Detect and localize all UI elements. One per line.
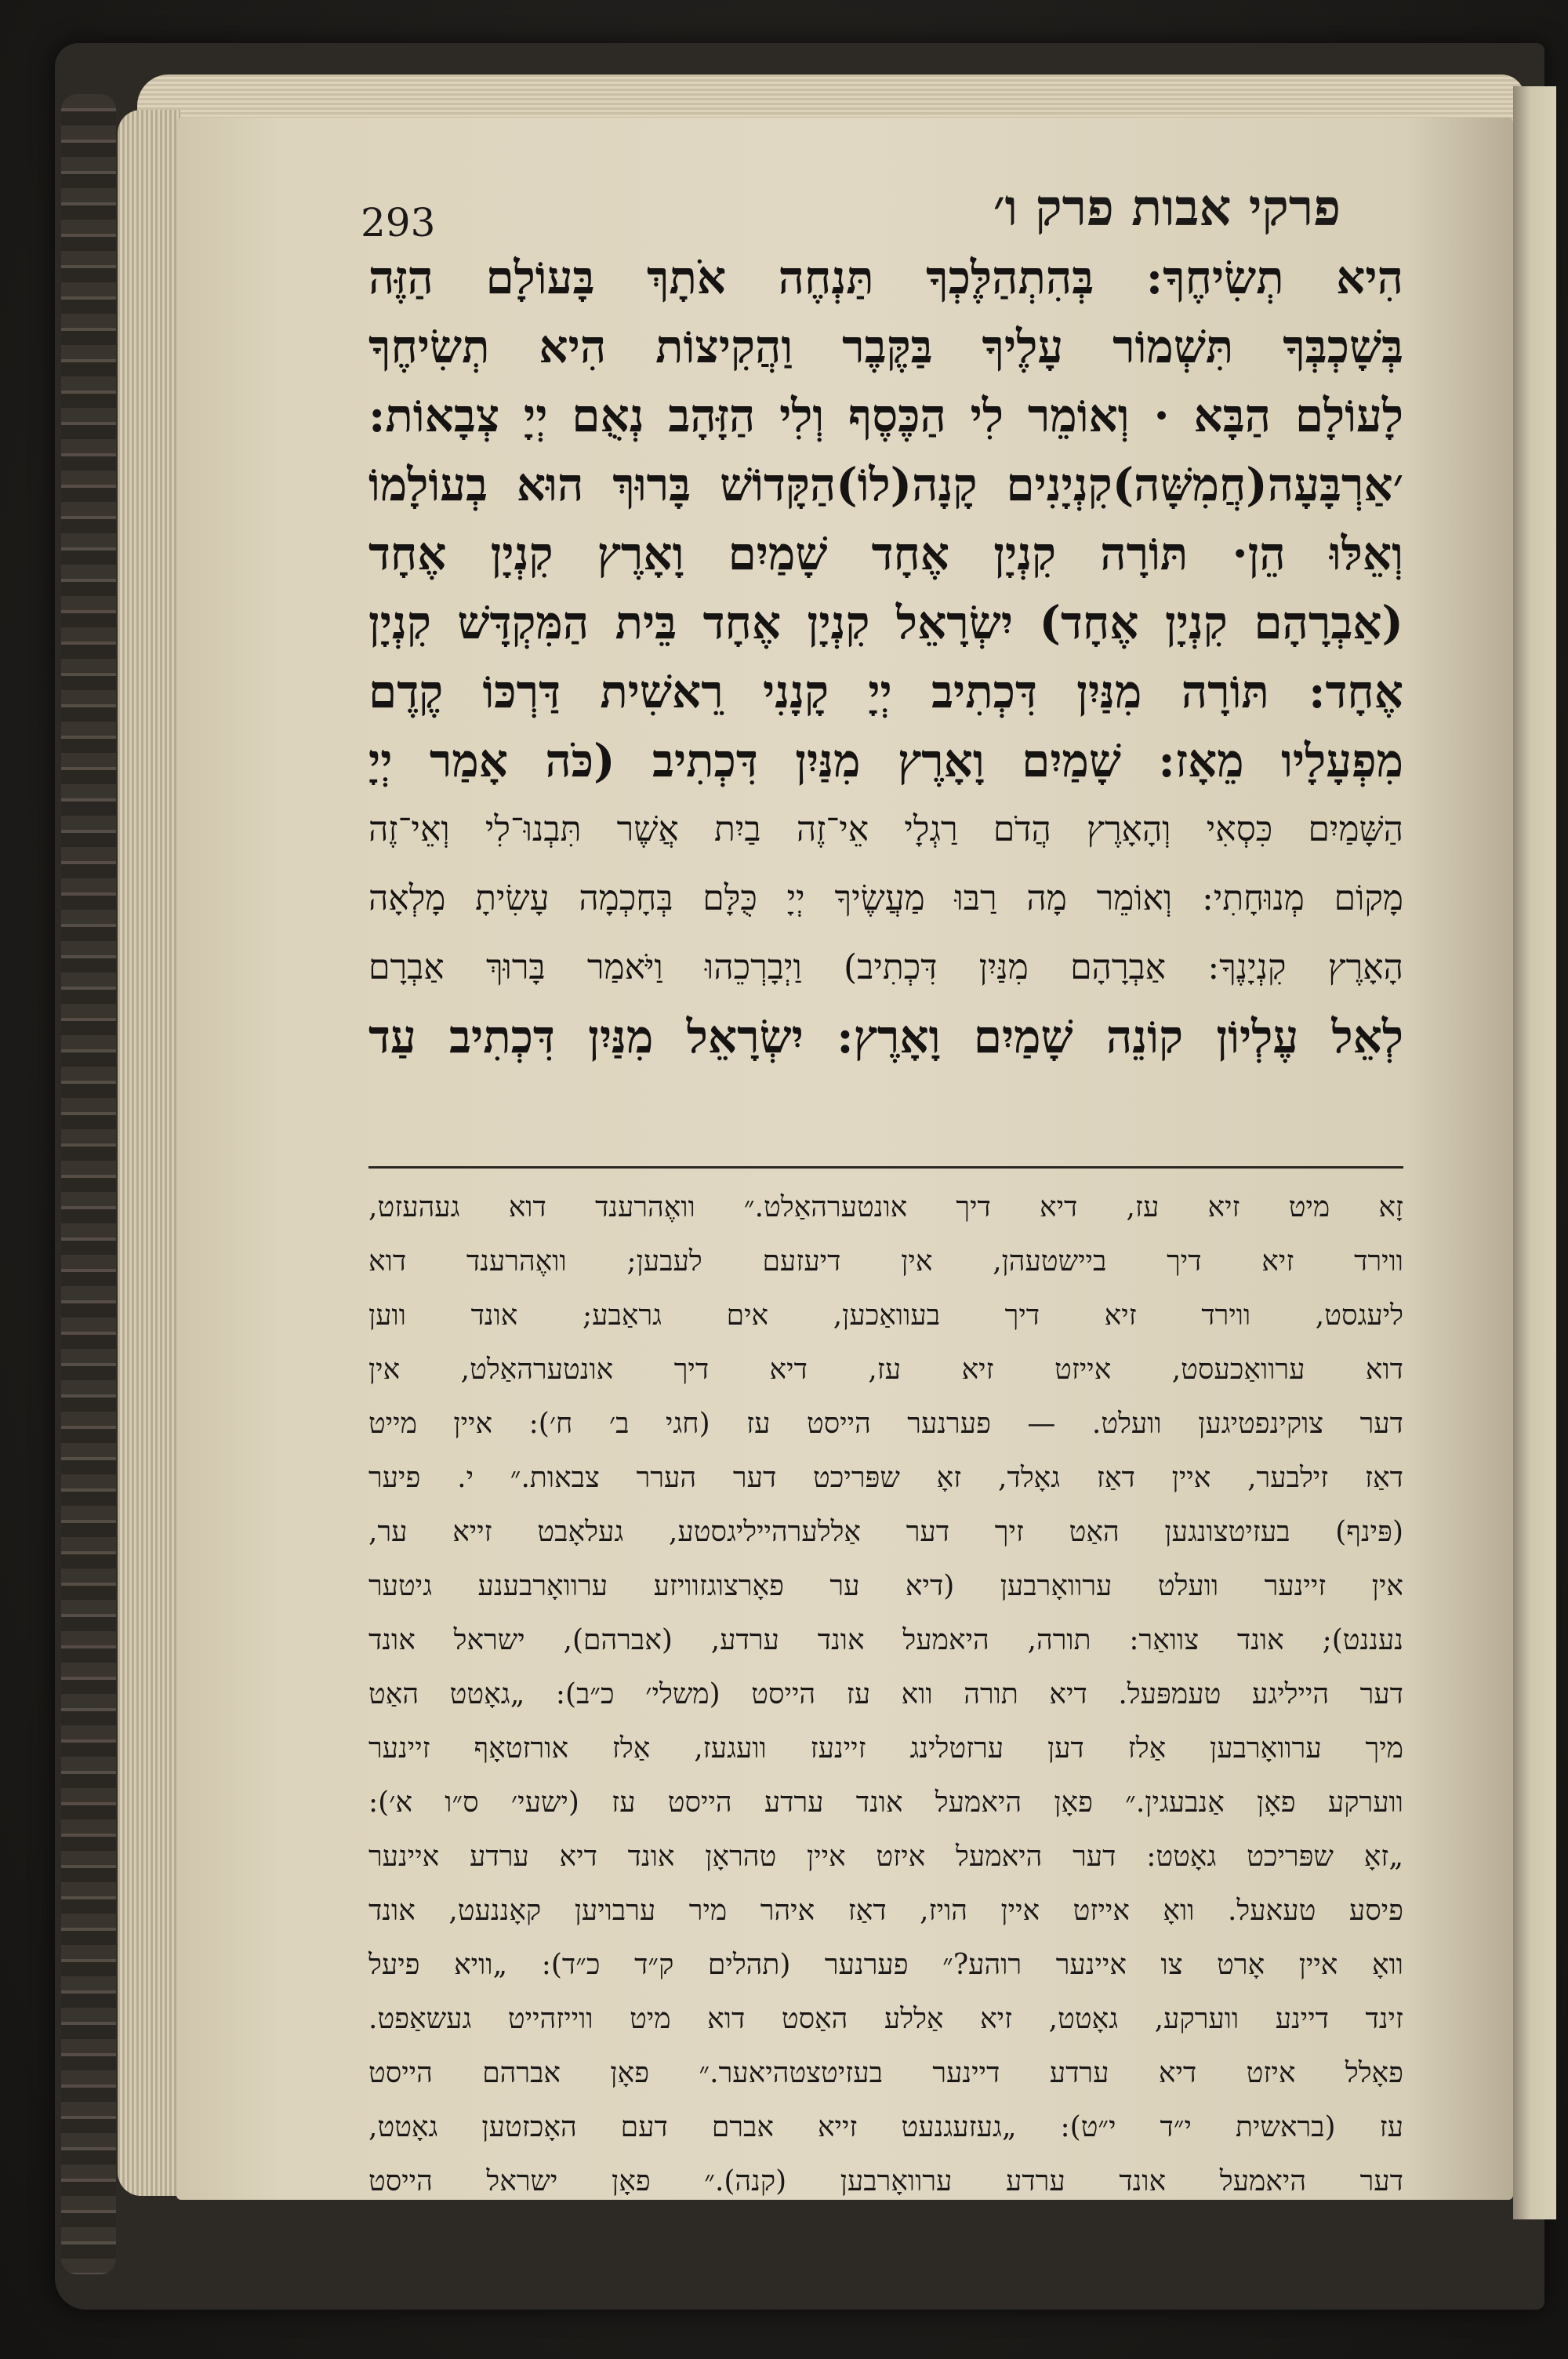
main-text-line-small: הַשָּׁמַיִם כִּסְאִי וְהָאָרֶץ הֲדֹם רַגְלָי אֵי־זֶה בַיִת אֲשֶׁר תִּבְנוּ־לִי וְאֵי־זֶה: [368, 809, 1403, 849]
note-line: וואָ איין אָרט צו איינער רוהע?״ פערנער (תהלים ק״ד כ״ד): „וויא פיעל: [368, 1949, 1403, 1981]
note-line: (פּינף) בעזיטצונגען האַט זיך דער אַללערהייליגסטע, געלאָבט זייא ער,: [368, 1516, 1403, 1548]
running-title: פרקי אבות פרק ו׳: [993, 179, 1341, 238]
main-text-line: הִיא תְשִׂיחֶךָ: בְּהִתְהַלֶּכְךָ תַּנְחֶה אֹתָךְ בָּעוֹלָם הַזֶּה: [368, 251, 1403, 304]
facing-page-edge: [1513, 86, 1556, 2219]
left-page-edges: [118, 110, 180, 2196]
worn-spine-edge: [61, 94, 116, 2274]
note-line: דער היאמעל אונד ערדע ערוואָרבען (קנה).״ פאָן ישראל הייסט: [368, 2165, 1403, 2197]
note-line: עז (בראשית י״ד י״ט): „געזעגנעט זייא אברם דעם האָכזטען גאָטט,: [368, 2111, 1403, 2143]
main-text-line: וְאֵלּוּ הֵן· תּוֹרָה קִנְיָן אֶחָד שָׁמַיִם וָאָרֶץ קִנְיָן אֶחָד: [368, 527, 1403, 580]
section-divider-rule: [368, 1166, 1403, 1169]
main-text-line: ׳אַרְבָּעָה(חֲמִשָּׁה)קִנְיָנִים קָנָה(לוֹ)הַקָּדוֹשׁ בָּרוּךְ הוּא בְעוֹלָמוֹ: [368, 458, 1403, 511]
note-line: פאָלל איזט דיא ערדע דיינער בעזיטצטהיאער.״ פאָן אברהם הייסט: [368, 2057, 1403, 2089]
note-line: „זאָ שפּריכט גאָטט: דער היאמעל איזט איין טהראָן אונד דיא ערדע איינער: [368, 1841, 1403, 1873]
note-line: דאַז זילבער, איין דאַז גאָלד, זאָ שפּריכט דער הערר צבאות.״ י. פיער: [368, 1462, 1403, 1494]
note-line: פיסע טעאעל. וואָ אייזט איין הויז, דאַז איהר מיר ערבויען קאָננעט, אונד: [368, 1895, 1403, 1927]
main-text-line: לָעוֹלָם הַבָּא · וְאוֹמֵר לִי הַכֶּסֶף וְלִי הַזָּהָב נְאֻם יְיָ צְבָאוֹת:: [368, 389, 1403, 442]
note-line: דער צוקינפטיגען וועלט. — פערנער הייסט עז (חגי ב׳ ח׳): איין מייט: [368, 1408, 1403, 1440]
main-text-line: מִפְעָלָיו מֵאָז: שָׁמַיִם וָאָרֶץ מִנַּיִן דִּכְתִיב (כֹּה אָמַר יְיָ: [368, 734, 1403, 787]
note-line: מיך ערוואָרבען אַלז דען ערזטלינג זיינעז וועגעז, אַלז אורזטאָף זיינער: [368, 1732, 1403, 1765]
main-text-line: בְּשָׁכְבְּךָ תִּשְׁמוֹר עָלֶיךָ בַּקֶּבֶר וַהֲקִיצוֹת הִיא תְשִׂיחֶךָ: [368, 320, 1403, 373]
main-text-line: לְאֵל עֶלְיוֹן קוֹנֵה שָׁמַיִם וָאָרֶץ: יִשְׂרָאֵל מִנַּיִן דִּכְתִיב עַד: [368, 1010, 1403, 1063]
main-text-line-small: מָקוֹם מְנוּחָתִי: וְאוֹמֵר מָה רַבּוּ מַעֲשֶׂיךָ יְיָ כֻּלָּם בְּחָכְמָה עָשִׂיתָ מָלְאָה: [368, 878, 1403, 918]
main-hebrew-text: [368, 243, 1403, 1071]
main-text-line-small: הָאָרֶץ קִנְיָנֶךָ: אַבְרָהָם מִנַּיִן דִּכְתִיב) וַיְבָרְכֵהוּ וַיֹּאמַר בָּרוּךְ אַבְרָם: [368, 947, 1403, 987]
translation-notes: [368, 1180, 1403, 2208]
note-line: זָא מיט זיא עז, דיא דיך אונטערהאַלט.״ וואֶהרענד דוא געהעזט,: [368, 1191, 1403, 1223]
note-line: נעננט); אונד צוואַר: תורה, היאמעל אונד ערדע, (אברהם), ישראל אונד: [368, 1624, 1403, 1656]
note-line: דוא ערוואַכעסט, אייזט זיא עז, דיא דיך אונטערהאַלט, אין: [368, 1354, 1403, 1386]
page-number: 293: [361, 200, 436, 245]
main-text-line: אֶחָד: תּוֹרָה מִנַּיִן דִּכְתִיב יְיָ קָנָנִי רֵאשִׁית דַּרְכּוֹ קֶדֶם: [368, 665, 1403, 718]
note-line: ליעגסט, ווירד זיא דיך בעוואַכען, אים גראַבע; אונד ווען: [368, 1299, 1403, 1332]
main-text-line: (אַבְרָהָם קִנְיָן אֶחָד) יִשְׂרָאֵל קִנְיָן אֶחָד בֵּית הַמִּקְדָּשׁ קִנְיָן: [368, 596, 1403, 649]
note-line: ווערקע פאָן אַנבעגין.״ פאָן היאמעל אונד ערדע הייסט עז (ישעי׳ ס״ו א׳):: [368, 1787, 1403, 1819]
note-line: ווירד זיא דיך ביישטעהן, אין דיעזעם לעבען; וואֶהרענד דוא: [368, 1245, 1403, 1278]
note-line: זינד דיינע ווערקע, גאָטט, זיא אַללע האַסט דוא מיט ווייזהייט געשאַפט.: [368, 2003, 1403, 2035]
note-line: דער הייליגע טעמפּעל. דיא תורה ווא עז הייסט (משלי׳ כ״ב): „גאָטט האַט: [368, 1678, 1403, 1710]
note-line: אין זיינער וועלט ערוואָרבען (דיא ער פאָרצוגזוויזע ערוואָרבענע גיטער: [368, 1570, 1403, 1602]
